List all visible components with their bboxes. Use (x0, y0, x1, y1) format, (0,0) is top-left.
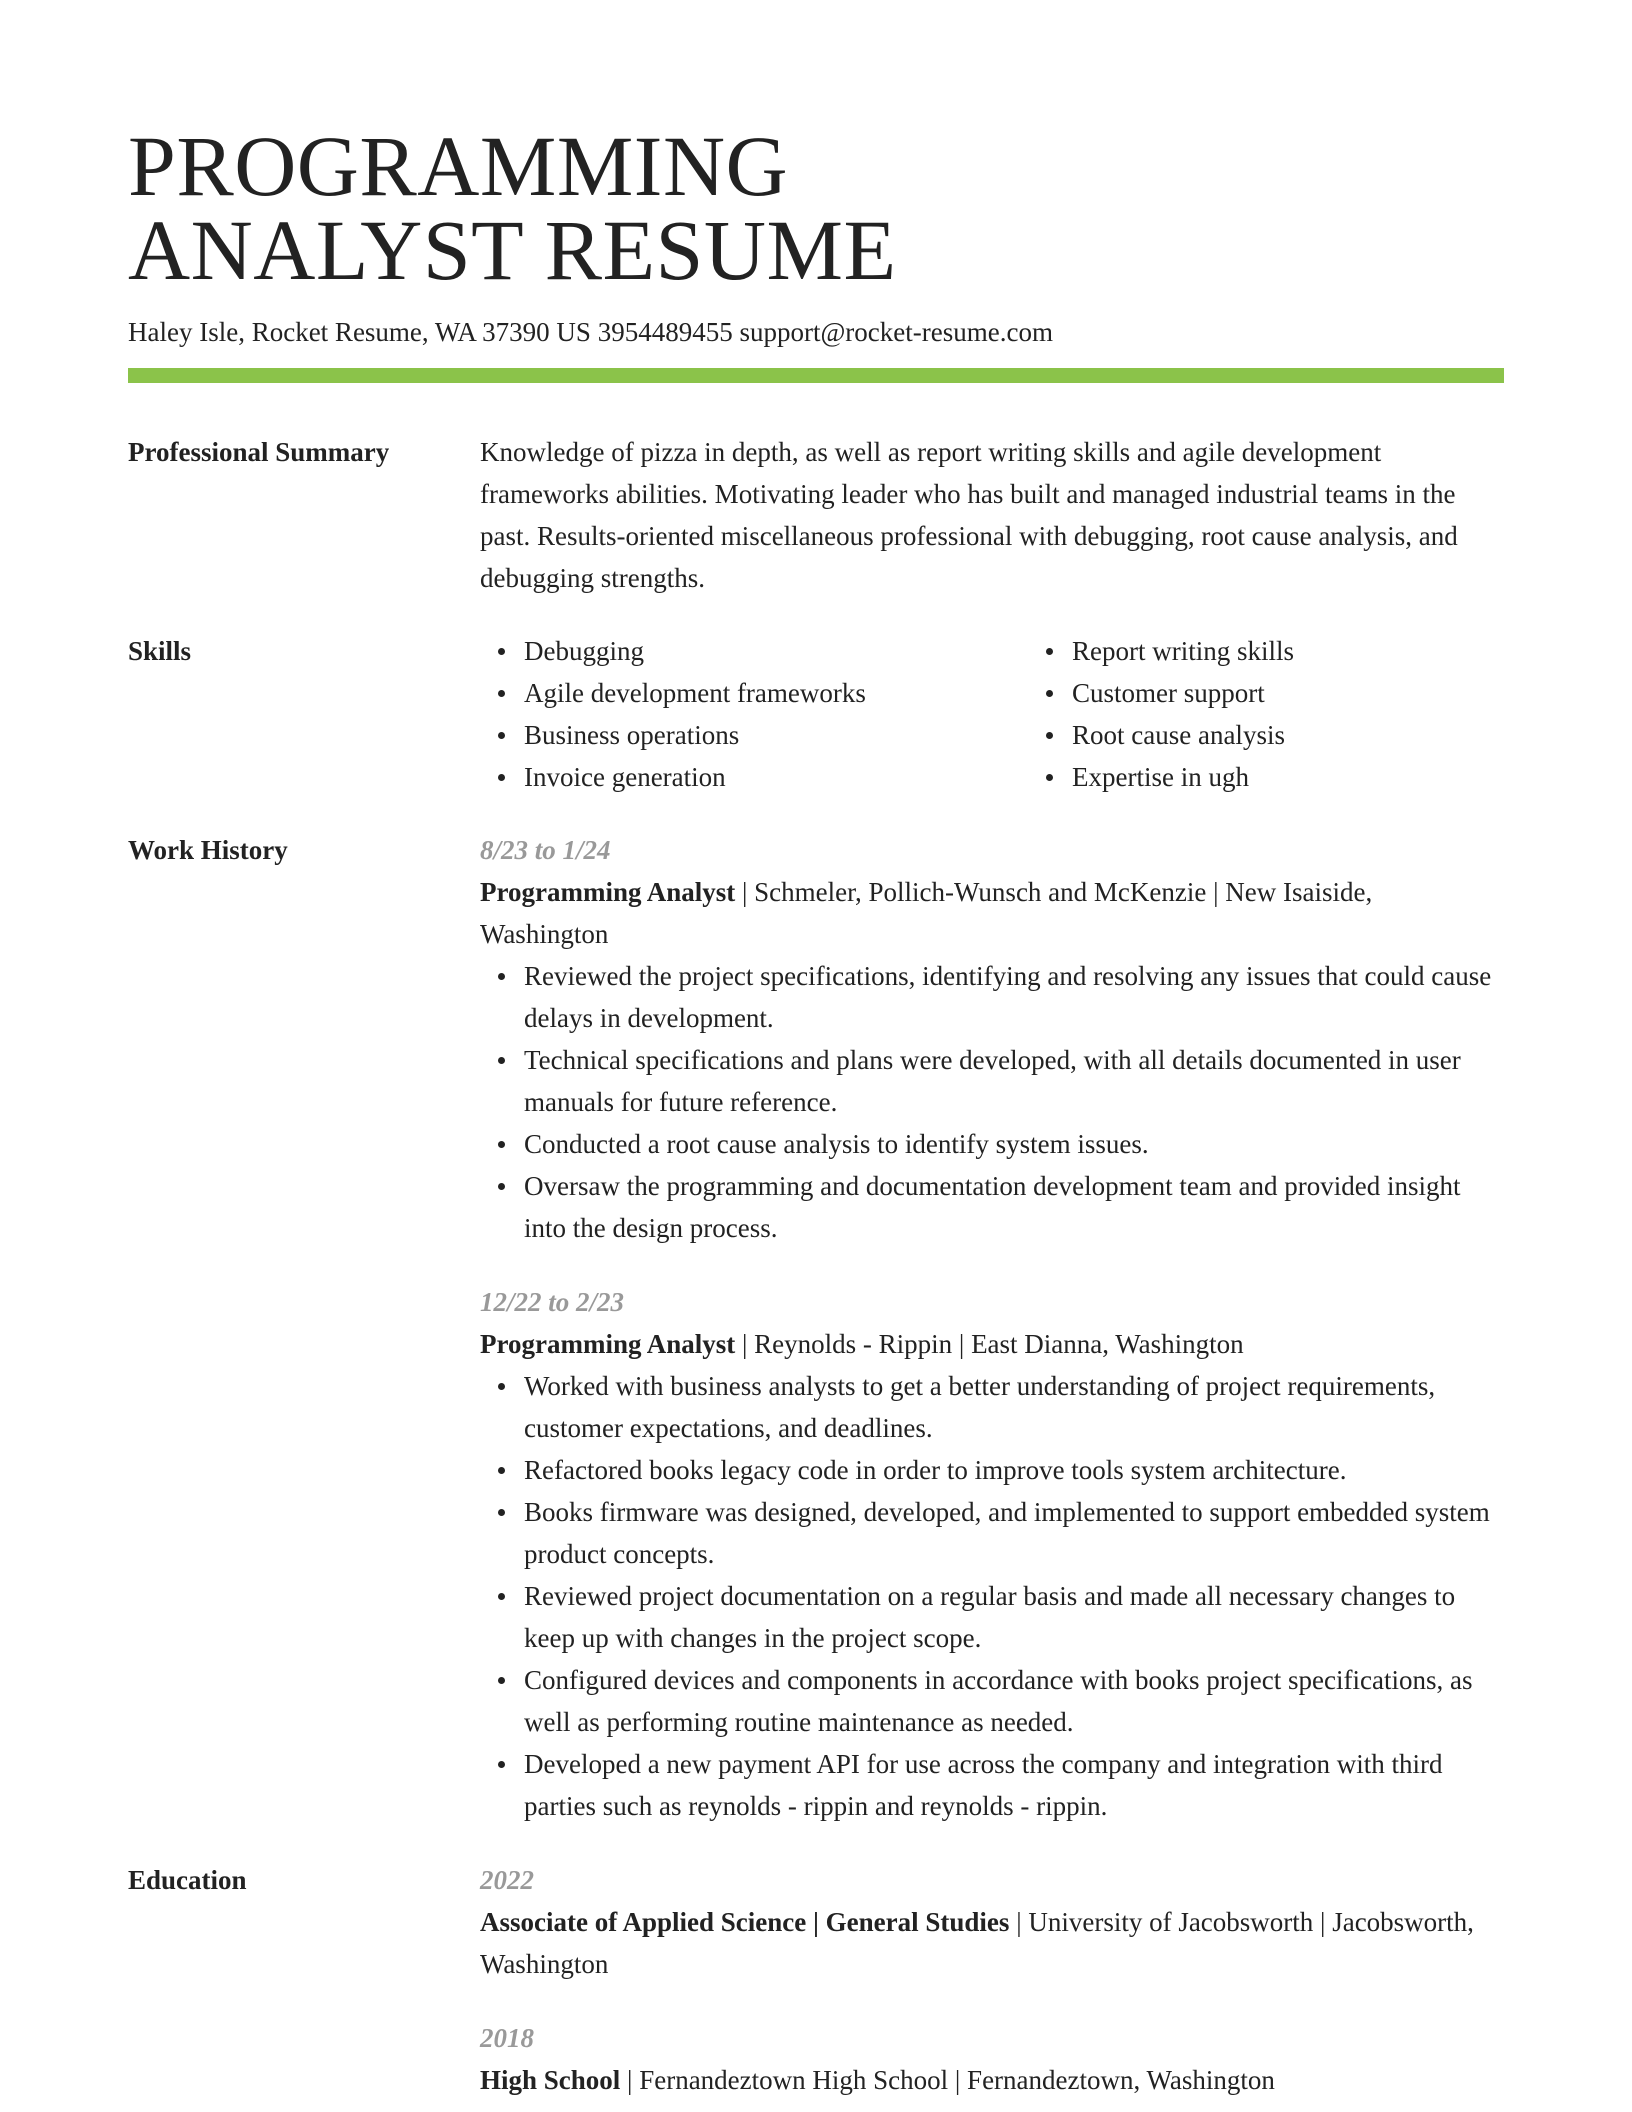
page-title (128, 118, 1504, 298)
job-bullet: Reviewed project documentation on a regular basis and made all necessary changes to keep up with changes in the project scope. (524, 1575, 1504, 1659)
skill-item: Agile development frameworks (524, 672, 1028, 714)
skill-item: Debugging (524, 630, 1028, 672)
job-dates: 8/23 to 1/24 (480, 835, 611, 865)
summary-section (128, 431, 1504, 599)
education-year: 2018 (480, 2023, 534, 2053)
job-employer-location: | Schmeler, Pollich-Wunsch and McKenzie | New Isaiside, Washington (480, 877, 1373, 949)
job-dates: 12/22 to 2/23 (480, 1287, 625, 1317)
education-list (480, 1859, 1504, 2101)
accent-divider (128, 368, 1504, 383)
job-bullets (480, 1365, 1504, 1827)
title-line-1: PROGRAMMING (128, 118, 789, 214)
education-label: Education (128, 1865, 247, 1895)
summary-text: Knowledge of pizza in depth, as well as report writing skills and agile development frameworks abilities. Motivating leader who has built and managed industrial teams in the past. Results-oriented miscellaneous professional with debugging, root cause analysis, and debugging strengths. (480, 437, 1458, 593)
education-heading (480, 2059, 1504, 2101)
skills-label: Skills (128, 636, 192, 666)
job-bullet: Technical specifications and plans were developed, with all details documented in user manuals for future reference. (524, 1039, 1504, 1123)
skills-column-2 (1028, 630, 1532, 798)
work-history-label: Work History (128, 835, 288, 865)
job-bullet: Configured devices and components in accordance with books project specifications, as well as performing routine maintenance as needed. (524, 1659, 1504, 1743)
education-degree: Associate of Applied Science | General Studies (480, 1907, 1010, 1937)
work-history-section (128, 829, 1504, 1827)
job-heading (480, 1323, 1504, 1365)
job-employer-location: | Reynolds - Rippin | East Dianna, Washington (735, 1329, 1244, 1359)
work-history-list (480, 829, 1504, 1827)
education-entry (480, 1859, 1504, 1985)
job-bullet: Refactored books legacy code in order to improve tools system architecture. (524, 1449, 1504, 1491)
summary-label: Professional Summary (128, 437, 390, 467)
job-bullet: Developed a new payment API for use across the company and integration with third parties such as reynolds - rippin and reynolds - rippin. (524, 1743, 1504, 1827)
job-title: Programming Analyst (480, 877, 736, 907)
job-entry (480, 1281, 1504, 1827)
skills-column-1 (480, 630, 1028, 798)
skill-item: Root cause analysis (1072, 714, 1532, 756)
education-school-location: | University of Jacobsworth | Jacobsworth, Washington (480, 1907, 1474, 1979)
skills-section (128, 630, 1504, 798)
education-degree: High School (480, 2065, 621, 2095)
skill-item: Customer support (1072, 672, 1532, 714)
job-bullet: Books firmware was designed, developed, and implemented to support embedded system product concepts. (524, 1491, 1504, 1575)
job-title: Programming Analyst (480, 1329, 736, 1359)
skill-item: Business operations (524, 714, 1028, 756)
skill-item: Invoice generation (524, 756, 1028, 798)
skill-item: Report writing skills (1072, 630, 1532, 672)
education-section (128, 1859, 1504, 2101)
resume-page (128, 118, 1504, 2101)
skills-list (480, 630, 1532, 798)
job-bullets (480, 955, 1504, 1249)
job-entry (480, 829, 1504, 1249)
skill-item: Expertise in ugh (1072, 756, 1532, 798)
job-bullet: Worked with business analysts to get a better understanding of project requirements, customer expectations, and deadlines. (524, 1365, 1504, 1449)
education-entry (480, 2017, 1504, 2101)
job-bullet: Oversaw the programming and documentation development team and provided insight into the design process. (524, 1165, 1504, 1249)
title-line-2: ANALYST RESUME (128, 202, 897, 298)
education-heading (480, 1901, 1504, 1985)
job-bullet: Conducted a root cause analysis to identify system issues. (524, 1123, 1504, 1165)
contact-info: Haley Isle, Rocket Resume, WA 37390 US 3954489455 support@rocket-resume.com (128, 317, 1053, 347)
job-bullet: Reviewed the project specifications, identifying and resolving any issues that could cause delays in development. (524, 955, 1504, 1039)
job-heading (480, 871, 1504, 955)
education-year: 2022 (480, 1865, 534, 1895)
education-school-location: | Fernandeztown High School | Fernandeztown, Washington (620, 2065, 1275, 2095)
